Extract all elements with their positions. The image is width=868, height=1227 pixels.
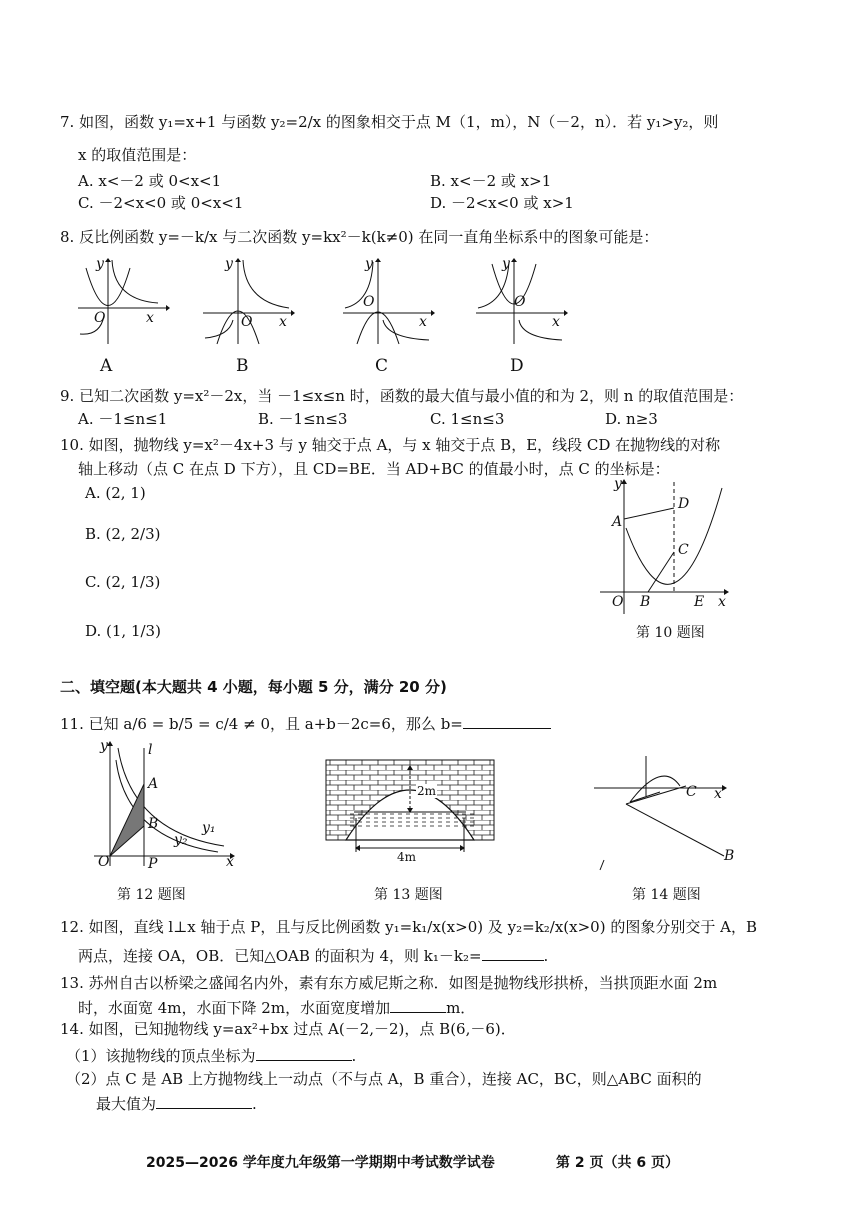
svg-text:y: y <box>225 256 233 272</box>
q8-stem: 8. 反比例函数 y=－k/x 与二次函数 y=kx²－k(k≠0) 在同一直角坐标系中的图象可能是： <box>60 228 659 246</box>
q9-option-a: A. －1≤n≤1 <box>78 410 168 428</box>
svg-text:y: y <box>365 256 373 272</box>
fig13-width-label: 4m <box>397 850 417 864</box>
fig14-caption: 第 14 题图 <box>632 887 701 903</box>
svg-text:x: x <box>714 786 722 802</box>
q10-stem-cont: 轴上移动（点 C 在点 D 下方），且 CD=BE．当 AD+BC 的值最小时，点 C 的坐标是： <box>78 460 670 478</box>
fig12-caption: 第 12 题图 <box>117 887 186 903</box>
q14-part1-text: （1）该抛物线的顶点坐标为 <box>66 1047 256 1065</box>
q8-graph-b <box>203 258 293 348</box>
svg-text:y₂: y₂ <box>174 832 188 848</box>
q11-stem <box>60 712 551 735</box>
q13-unit: m． <box>446 999 476 1017</box>
svg-text:C: C <box>686 784 697 800</box>
q14-part2: （2）点 C 是 AB 上方抛物线上一动点（不与点 A，B 重合），连接 AC，BC，则△ABC 面积的 <box>66 1070 702 1088</box>
q9-option-b: B. －1≤n≤3 <box>258 410 348 428</box>
q9-option-d: D. n≥3 <box>605 410 658 428</box>
q8-graph-c <box>343 258 433 348</box>
svg-text:P: P <box>148 856 158 872</box>
q14-part1-period: . <box>351 1047 357 1065</box>
q14-part2-cont <box>96 1092 257 1115</box>
svg-text:x: x <box>226 854 234 870</box>
q7-stem-cont: x 的取值范围是： <box>78 146 197 164</box>
q7-option-a: A. x<－2 或 0<x<1 <box>78 172 222 190</box>
q10-option-a: A. (2, 1) <box>85 484 146 502</box>
q7-option-c: C. －2<x<0 或 0<x<1 <box>78 194 244 212</box>
q7-option-b: B. x<－2 或 x>1 <box>430 172 552 190</box>
q12-stem: 12. 如图，直线 l⊥x 轴于点 P，且与反比例函数 y₁=k₁/x(x>0) 及 y₂=k₂/x(x>0) 的图象分别交于 A，B <box>60 918 757 936</box>
q12-answer-blank[interactable] <box>482 944 544 961</box>
svg-text:O: O <box>98 854 110 870</box>
svg-text:x: x <box>279 314 287 330</box>
q7-stem: 7. 如图，函数 y₁=x+1 与函数 y₂=2/x 的图象相交于点 M（1，m），N（－2，n）．若 y₁>y₂，则 <box>60 113 719 131</box>
q14-part2-blank[interactable] <box>156 1092 252 1109</box>
svg-text:O: O <box>612 594 624 610</box>
svg-text:y: y <box>100 738 108 754</box>
svg-text:B: B <box>640 594 651 610</box>
q8-graph-a <box>78 258 168 348</box>
q11-answer-blank[interactable] <box>463 712 551 729</box>
svg-text:x: x <box>419 314 427 330</box>
svg-text:E: E <box>694 594 705 610</box>
svg-text:l: l <box>148 742 153 758</box>
svg-text:x: x <box>552 314 560 330</box>
q10-option-b: B. (2, 2/3) <box>85 525 161 543</box>
svg-text:y: y <box>502 256 510 272</box>
fig12-figure <box>88 740 238 870</box>
q9-option-c: C. 1≤n≤3 <box>430 410 505 428</box>
svg-text:B: B <box>724 848 735 864</box>
q13-stem-text: 时，水面宽 4m，水面下降 2m，水面宽度增加 <box>78 999 391 1017</box>
q8-label-b: B <box>236 356 249 376</box>
q12-period: . <box>543 947 549 965</box>
fig14-figure <box>590 752 740 876</box>
q14-part1-blank[interactable] <box>256 1044 352 1061</box>
q8-label-c: C <box>375 356 389 376</box>
q12-stem-cont <box>78 944 548 967</box>
footer-title: 2025—2026 学年度九年级第一学期期中考试数学试卷 <box>146 1155 495 1171</box>
q10-stem: 10. 如图，抛物线 y=x²－4x+3 与 y 轴交于点 A，与 x 轴交于点 B，E，线段 CD 在抛物线的对称 <box>60 436 721 454</box>
q13-stem-cont <box>78 996 475 1019</box>
q14-stem: 14. 如图，已知抛物线 y=ax²+bx 过点 A(－2,－2)，点 B(6,－6)． <box>60 1020 516 1038</box>
q14-part2-period: . <box>252 1095 257 1113</box>
svg-text:D: D <box>678 496 690 512</box>
svg-text:B: B <box>148 816 159 832</box>
svg-text:x: x <box>146 310 154 326</box>
svg-text:y: y <box>96 256 104 272</box>
q10-caption: 第 10 题图 <box>636 625 705 641</box>
q13-answer-blank[interactable] <box>390 996 446 1013</box>
svg-text:O: O <box>363 294 375 310</box>
svg-text:A: A <box>148 776 159 792</box>
fig13-caption: 第 13 题图 <box>374 887 443 903</box>
svg-text:O: O <box>94 310 106 326</box>
q10-option-c: C. (2, 1/3) <box>85 573 161 591</box>
q8-label-d: D <box>510 356 524 376</box>
svg-text:O: O <box>514 294 526 310</box>
q7-option-d: D. －2<x<0 或 x>1 <box>430 194 574 212</box>
svg-text:x: x <box>718 594 726 610</box>
q14-part2-text: 最大值为 <box>96 1095 157 1113</box>
fig13-height-label: 2m <box>417 784 437 798</box>
footer-page-number: 第 2 页（共 6 页） <box>556 1155 679 1171</box>
svg-text:O: O <box>241 314 253 330</box>
svg-text:y₁: y₁ <box>202 820 216 836</box>
q11-stem-text: 11. 已知 a/6 = b/5 = c/4 ≠ 0，且 a+b－2c=6，那么 b= <box>60 715 463 733</box>
section-2-title: 二、填空题(本大题共 4 小题，每小题 5 分，满分 20 分) <box>60 678 447 696</box>
q9-stem: 9. 已知二次函数 y=x²－2x，当 －1≤x≤n 时，函数的最大值与最小值的和为 2，则 n 的取值范围是： <box>60 387 744 405</box>
q14-part1 <box>66 1044 356 1067</box>
q8-graph-d <box>476 258 566 348</box>
q13-stem: 13. 苏州自古以桥梁之盛闻名内外，素有东方威尼斯之称．如图是抛物线形拱桥，当拱顶距水面 2m <box>60 974 718 992</box>
svg-text:C: C <box>678 542 689 558</box>
q12-stem-text: 两点，连接 OA，OB．已知△OAB 的面积为 4，则 k₁－k₂= <box>78 947 482 965</box>
svg-text:y: y <box>614 476 622 492</box>
q10-figure <box>596 478 736 618</box>
q10-option-d: D. (1, 1/3) <box>85 622 161 640</box>
q8-label-a: A <box>100 356 113 376</box>
svg-text:A: A <box>612 514 623 530</box>
